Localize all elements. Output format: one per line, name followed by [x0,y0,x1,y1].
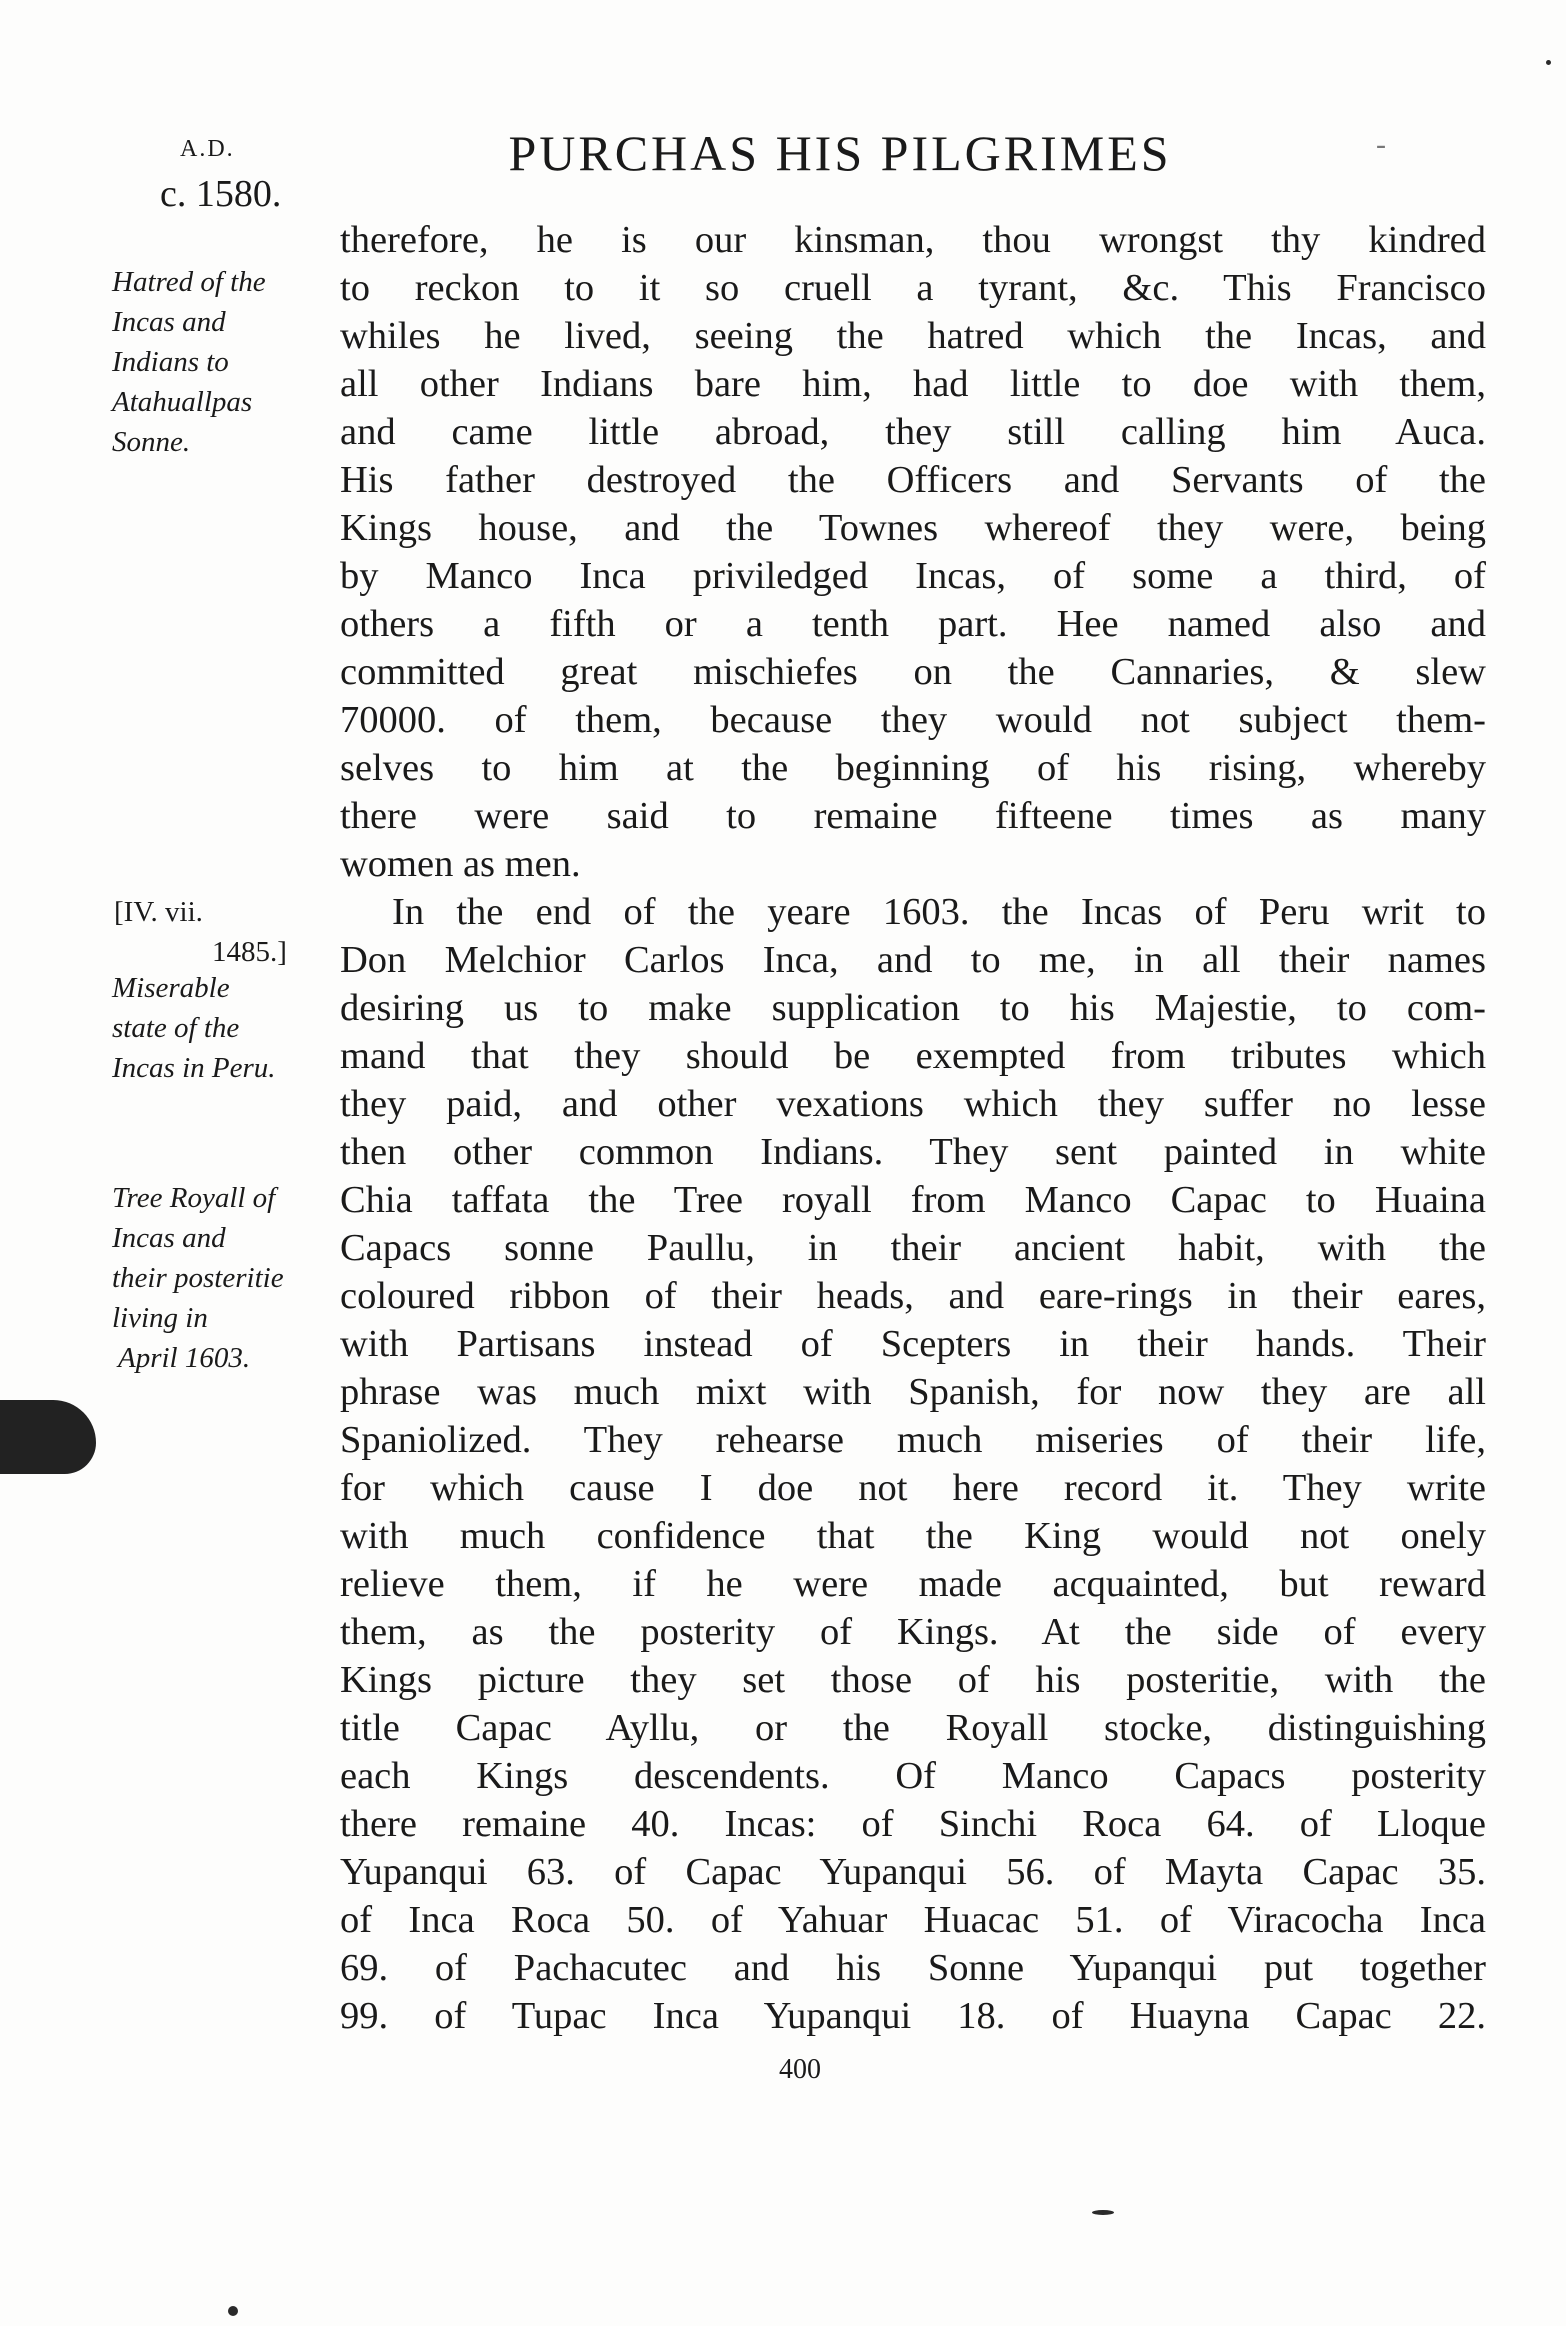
body-line-23: coloured ribbon of their heads, and eare-rings in their eares, [340,1275,1486,1317]
margin-note-hatred-line-5: Sonne. [112,426,191,458]
body-line-16: Don Melchior Carlos Inca, and to me, in all their names [340,939,1486,981]
margin-note-tree-line-1: Tree Royall of [112,1182,276,1214]
margin-note-hatred-line-1: Hatred of the [112,266,266,298]
body-line-38: 99. of Tupac Inca Yupanqui 18. of Huayna Capac 22. [340,1995,1486,2037]
margin-note-tree-line-5: April 1603. [118,1342,251,1374]
margin-note-tree-line-3: their posteritie [112,1262,284,1294]
body-line-14: women as men. [340,843,581,885]
body-line-12: selves to him at the beginning of his rising, whereby [340,747,1486,789]
body-line-19: they paid, and other vexations which they suffer no lesse [340,1083,1486,1125]
margin-date-year: c. 1580. [160,173,282,215]
body-line-15: In the end of the yeare 1603. the Incas of Peru writ to [392,891,1486,933]
margin-note-miserable-line-3: Incas in Peru. [112,1052,276,1084]
body-line-25: phrase was much mixt with Spanish, for now they are all [340,1371,1486,1413]
margin-note-tree-line-4: living in [112,1302,208,1334]
header-mark: - [1376,128,1386,161]
margin-note-hatred-line-2: Incas and [112,306,226,338]
margin-note-miserable-line-2: state of the [112,1012,240,1044]
body-line-29: relieve them, if he were made acquainted, but reward [340,1563,1486,1605]
body-line-18: mand that they should be exempted from tributes which [340,1035,1486,1077]
body-line-31: Kings picture they set those of his posteritie, with the [340,1659,1486,1701]
margin-volume-ref-line-2: 1485.] [212,936,287,968]
body-line-20: then other common Indians. They sent painted in white [340,1131,1486,1173]
body-line-22: Capacs sonne Paullu, in their ancient habit, with the [340,1227,1486,1269]
body-line-36: of Inca Roca 50. of Yahuar Huacac 51. of Viracocha Inca [340,1899,1486,1941]
body-line-27: for which cause I doe not here record it. They write [340,1467,1486,1509]
body-line-32: title Capac Ayllu, or the Royall stocke, distinguishing [340,1707,1486,1749]
body-line-3: whiles he lived, seeing the hatred which the Incas, and [340,315,1486,357]
body-line-1: therefore, he is our kinsman, thou wrongst thy kindred [340,219,1486,261]
body-line-35: Yupanqui 63. of Capac Yupanqui 56. of Mayta Capac 35. [340,1851,1486,1893]
body-line-34: there remaine 40. Incas: of Sinchi Roca 64. of Lloque [340,1803,1486,1845]
margin-note-miserable-line-1: Miserable [112,972,230,1004]
body-line-9: others a fifth or a tenth part. Hee named also and [340,603,1486,645]
body-line-28: with much confidence that the King would not onely [340,1515,1486,1557]
scan-speck [1092,2210,1114,2215]
running-title: PURCHAS HIS PILGRIMES [508,125,1172,181]
body-line-10: committed great mischiefes on the Cannaries, & slew [340,651,1486,693]
body-line-7: Kings house, and the Townes whereof they were, being [340,507,1486,549]
margin-volume-ref-line-1: [IV. vii. [114,896,203,928]
body-line-21: Chia taffata the Tree royall from Manco Capac to Huaina [340,1179,1486,1221]
body-line-17: desiring us to make supplication to his Majestie, to com- [340,987,1486,1029]
body-line-8: by Manco Inca priviledged Incas, of some a third, of [340,555,1486,597]
margin-note-hatred-line-4: Atahuallpas [112,386,253,418]
body-line-6: His father destroyed the Officers and Servants of the [340,459,1486,501]
body-line-2: to reckon to it so cruell a tyrant, &c. This Francisco [340,267,1486,309]
body-line-24: with Partisans instead of Scepters in their hands. Their [340,1323,1486,1365]
body-line-26: Spaniolized. They rehearse much miseries of their life, [340,1419,1486,1461]
body-line-37: 69. of Pachacutec and his Sonne Yupanqui put together [340,1947,1486,1989]
margin-note-tree-line-2: Incas and [112,1222,226,1254]
body-line-4: all other Indians bare him, had little to doe with them, [340,363,1486,405]
body-line-5: and came little abroad, they still calling him Auca. [340,411,1486,453]
margin-note-hatred-line-3: Indians to [112,346,229,378]
body-line-11: 70000. of them, because they would not subject them- [340,699,1486,741]
body-line-13: there were said to remaine fifteene times as many [340,795,1486,837]
scanner-thumb-shadow [0,1400,96,1474]
page-number: 400 [779,2054,821,2085]
scan-speck [228,2306,238,2316]
body-line-30: them, as the posterity of Kings. At the side of every [340,1611,1486,1653]
margin-date-era: A.D. [180,136,235,162]
scan-speck [1546,60,1551,65]
body-line-33: each Kings descendents. Of Manco Capacs posterity [340,1755,1486,1797]
